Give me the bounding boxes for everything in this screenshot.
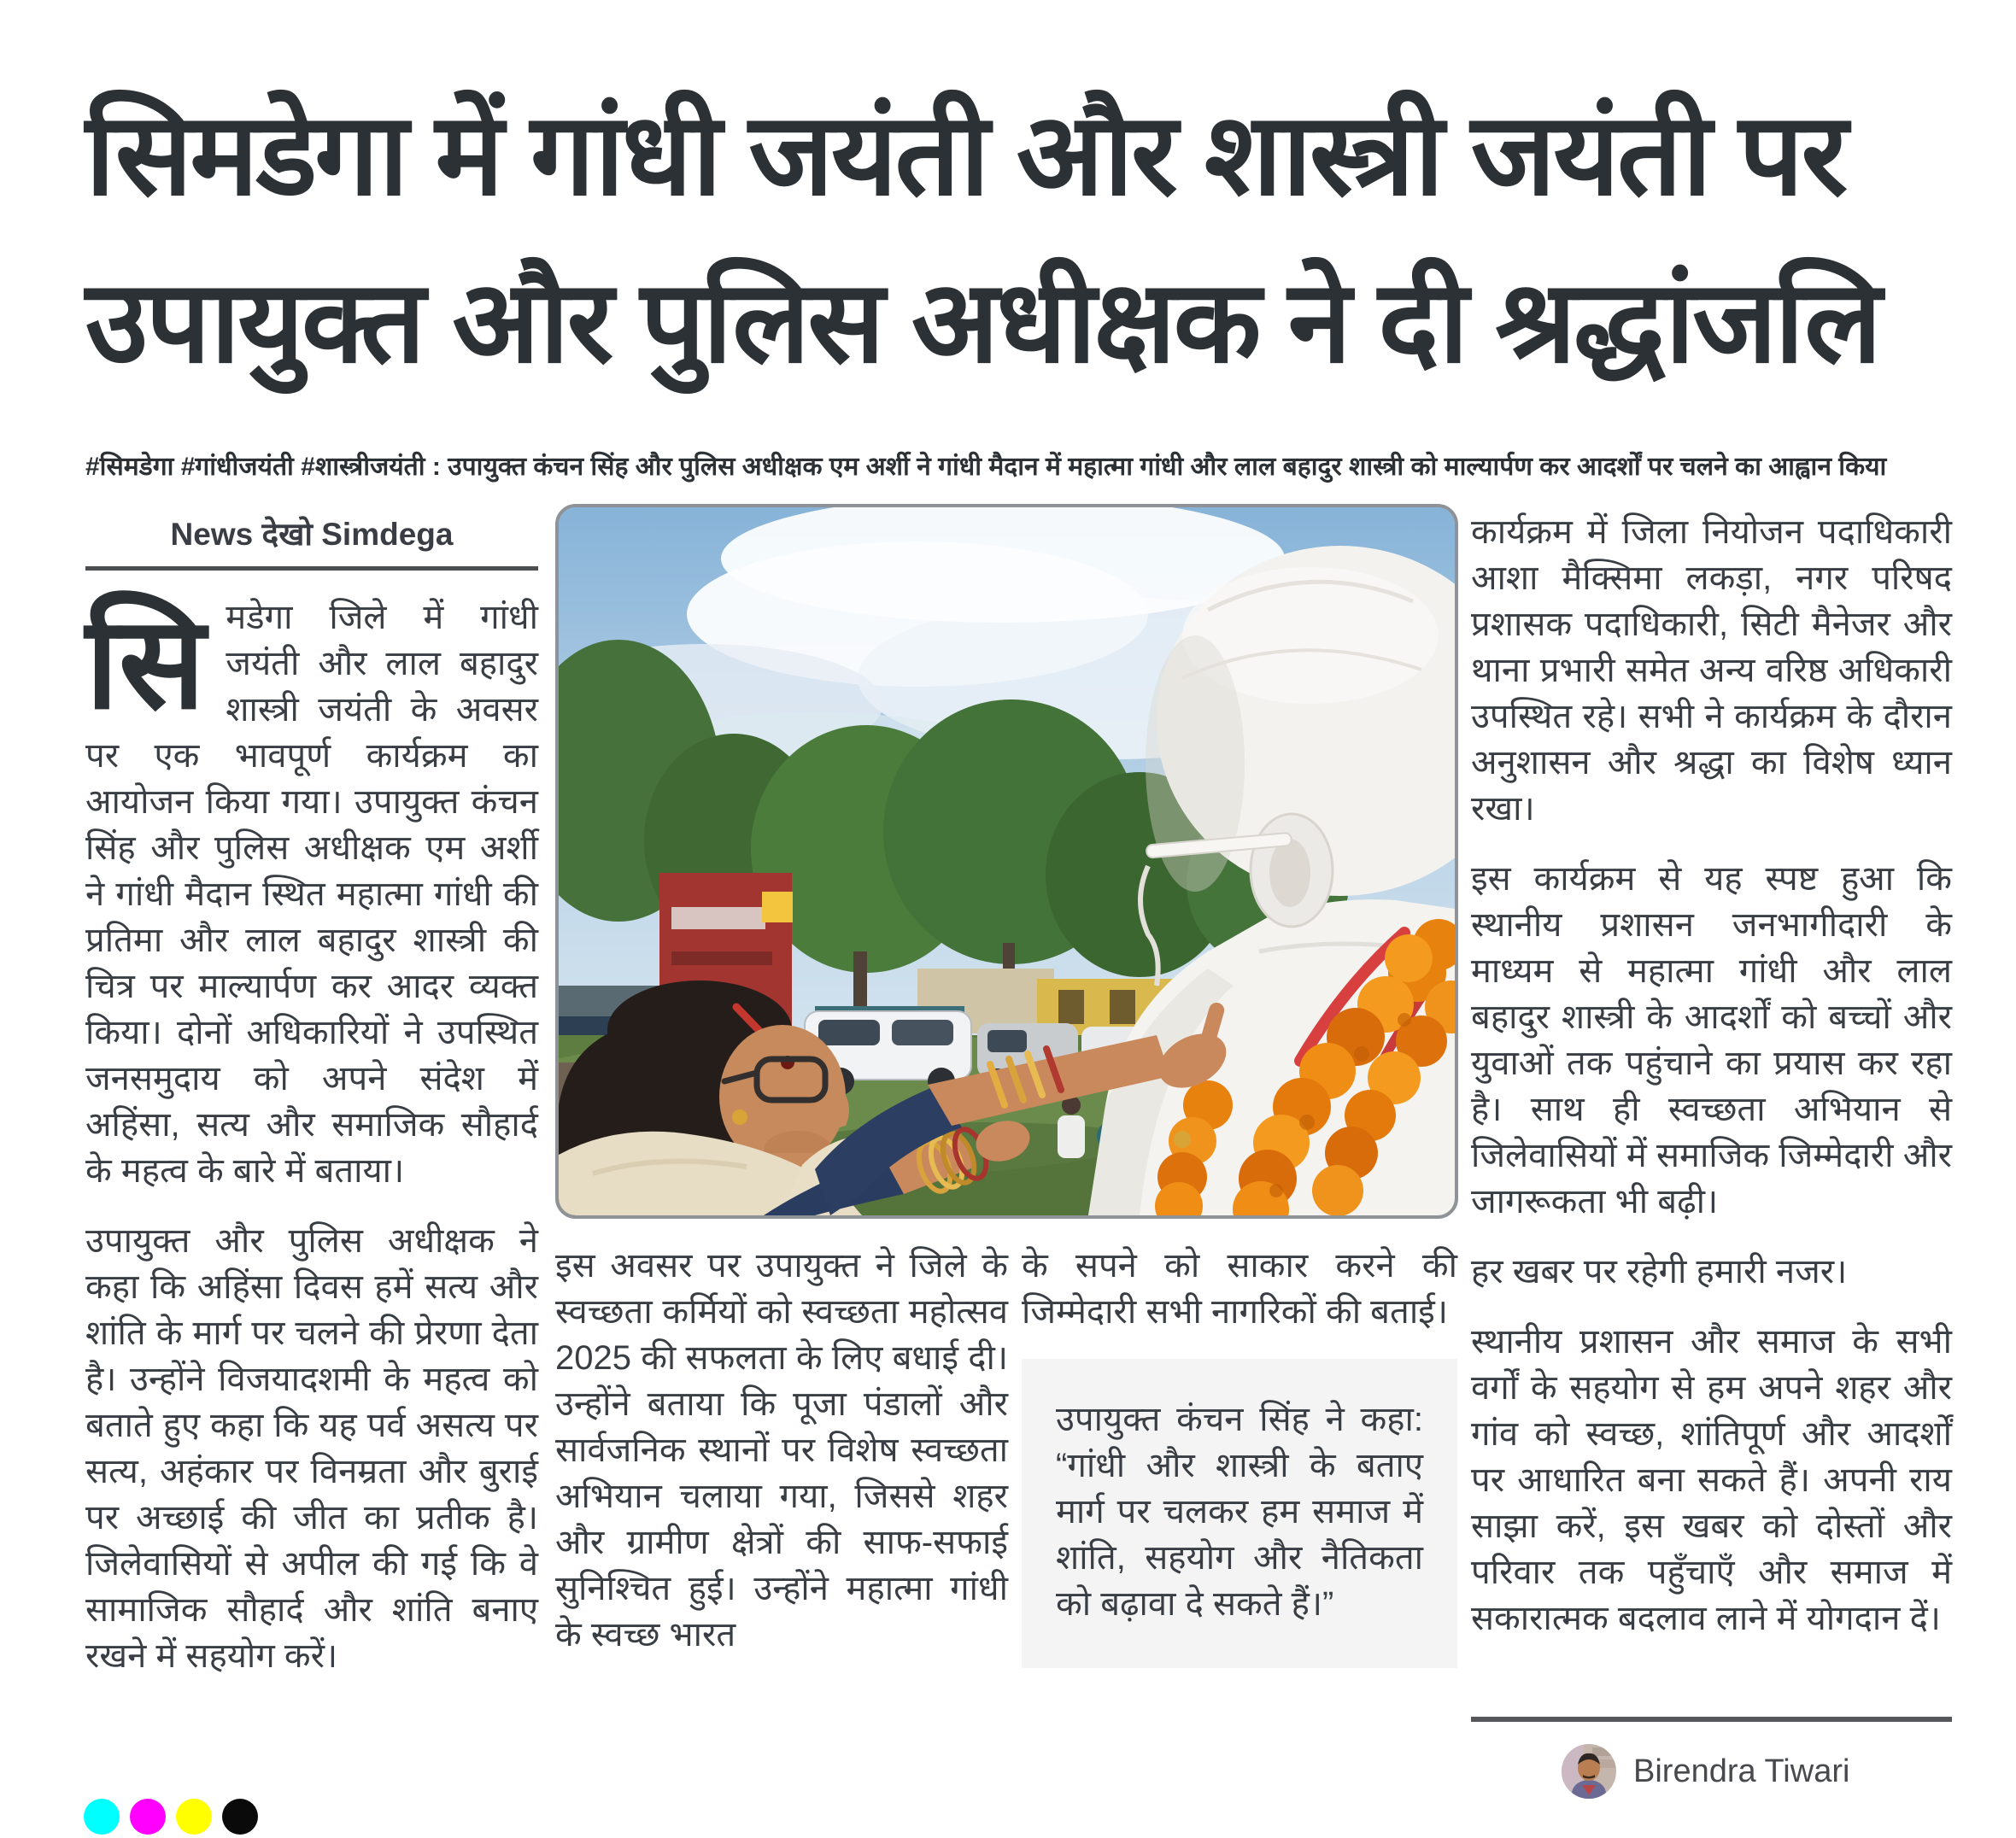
byline-rule xyxy=(1471,1717,1952,1722)
drop-cap: सि xyxy=(85,591,206,735)
byline-row xyxy=(1562,1744,1952,1799)
masthead-rule xyxy=(85,566,538,571)
author-avatar xyxy=(1562,1744,1616,1799)
article-paragraph: इस कार्यक्रम से यह स्पष्ट हुआ कि स्थानीय प्रशासन जनभागीदारी के माध्यम से महात्मा गांधी और लाल बहादुर शास्त्री के आदर्शों को बच्चों और युवाओं तक पहुंचाने का प्रयास कर रहा है। साथ ही स्वच्छता अभियान से जिलेवासियों में समाजिक जिम्मेदारी और जागरूकता भी बढ़ी। xyxy=(1471,860,1952,1220)
middle-column-left xyxy=(555,1243,1008,1682)
cmyk-dot-magenta-icon xyxy=(130,1799,166,1835)
article-paragraph xyxy=(85,591,538,1194)
cmyk-dot-black-icon xyxy=(222,1799,258,1835)
printer-registration-marks xyxy=(84,1799,258,1835)
quote-text: उपायुक्त कंचन सिंह ने कहा: “गांधी और शास्त्री के बताए मार्ग पर चलकर हम समाज में शांति, सहयोग और नैतिकता को बढ़ावा दे सकते हैं।” xyxy=(1056,1401,1423,1623)
left-column-body xyxy=(85,591,538,1679)
photo-illustration xyxy=(559,507,1455,1215)
cmyk-dot-cyan-icon xyxy=(84,1799,120,1835)
paragraph-text: मडेगा जिले में गांधी जयंती और लाल बहादुर शास्त्री जयंती के अवसर पर एक भावपूर्ण कार्यक्रम का आयोजन किया गया। उपायुक्त कंचन सिंह और पुलिस अधीक्षक एम अर्शी ने गांधी मैदान स्थित महात्मा गांधी की प्रतिमा और लाल बहादुर शास्त्री की चित्र पर माल्यार्पण कर आदर व्यक्त किया। दोनों अधिकारियों ने उपस्थित जनसमुदाय को अपने संदेश में अहिंसा, सत्य और समाजिक सौहार्द के महत्व के बारे में बताया। xyxy=(85,599,538,1190)
article-paragraph: स्थानीय प्रशासन और समाज के सभी वर्गों के सहयोग से हम अपने शहर और गांव को स्वच्छ, शांतिपूर्ण और आदर्शों पर आधारित बना सकते हैं। अपनी राय साझा करें, इस खबर को दोस्तों और परिवार तक पहुँचाएँ और समाज में सकारात्मक बदलाव लाने में योगदान दें। xyxy=(1471,1323,1952,1637)
masthead-title: News देखो Simdega xyxy=(170,517,454,552)
headline-line-2: उपायुक्त और पुलिस अधीक्षक ने दी श्रद्धांजलि xyxy=(85,259,1880,386)
middle-column-right xyxy=(1022,1243,1457,1668)
pull-quote xyxy=(1022,1359,1457,1668)
article-photo xyxy=(555,504,1458,1219)
article-paragraph: कार्यक्रम में जिला नियोजन पदाधिकारी आशा मैक्सिमा लकड़ा, नगर परिषद प्रशासक पदाधिकारी, सिटी मैनेजर और थाना प्रभारी समेत अन्य वरिष्ठ अधिकारी उपस्थित रहे। सभी ने कार्यक्रम के दौरान अनुशासन और श्रद्धा का विशेष ध्यान रखा। xyxy=(1471,513,1952,828)
article-paragraph: के सपने को साकार करने की जिम्मेदारी सभी नागरिकों की बताई। xyxy=(1022,1247,1457,1331)
byline xyxy=(1471,1717,1952,1799)
article-subheadline: #सिमडेगा #गांधीजयंती #शास्त्रीजयंती : उपायुक्त कंचन सिंह और पुलिस अधीक्षक एम अर्शी ने गांधी मैदान में महात्मा गांधी और लाल बहादुर शास्त्री को माल्यार्पण कर आदर्शों पर चलने का आह्वान किया xyxy=(85,453,1887,481)
right-column xyxy=(1471,509,1952,1665)
article-headline xyxy=(85,72,1956,407)
cmyk-dot-yellow-icon xyxy=(176,1799,212,1835)
article-paragraph: उपायुक्त और पुलिस अधीक्षक ने कहा कि अहिंसा दिवस हमें सत्य और शांति के मार्ग पर चलने की प्रेरणा देता है। उन्होंने विजयादशमी के महत्व को बताते हुए कहा कि यह पर्व असत्य पर सत्य, अहंकार पर विनम्रता और बुराई पर अच्छाई की जीत का प्रतीक है। जिलेवासियों से अपील की गई कि वे सामाजिक सौहार्द और शांति बनाए रखने में सहयोग करें। xyxy=(85,1222,538,1675)
author-name: Birendra Tiwari xyxy=(1633,1753,1850,1789)
article-paragraph: हर खबर पर रहेगी हमारी नजर। xyxy=(1471,1253,1848,1291)
author-avatar-icon xyxy=(1562,1744,1616,1799)
headline-line-1: सिमडेगा में गांधी जयंती और शास्त्री जयंती पर xyxy=(85,91,1846,219)
left-column xyxy=(85,511,538,1703)
article-paragraph: इस अवसर पर उपायुक्त ने जिले के स्वच्छता कर्मियों को स्वच्छता महोत्सव 2025 की सफलता के लिए बधाई दी। उन्होंने बताया कि पूजा पंडालों और सार्वजनिक स्थानों पर विशेष स्वच्छता अभियान चलाया गया, जिससे शहर और ग्रामीण क्षेत्रों की साफ-सफाई सुनिश्चित हुई। उन्होंने महात्मा गांधी के स्वच्छ भारत xyxy=(555,1247,1008,1654)
